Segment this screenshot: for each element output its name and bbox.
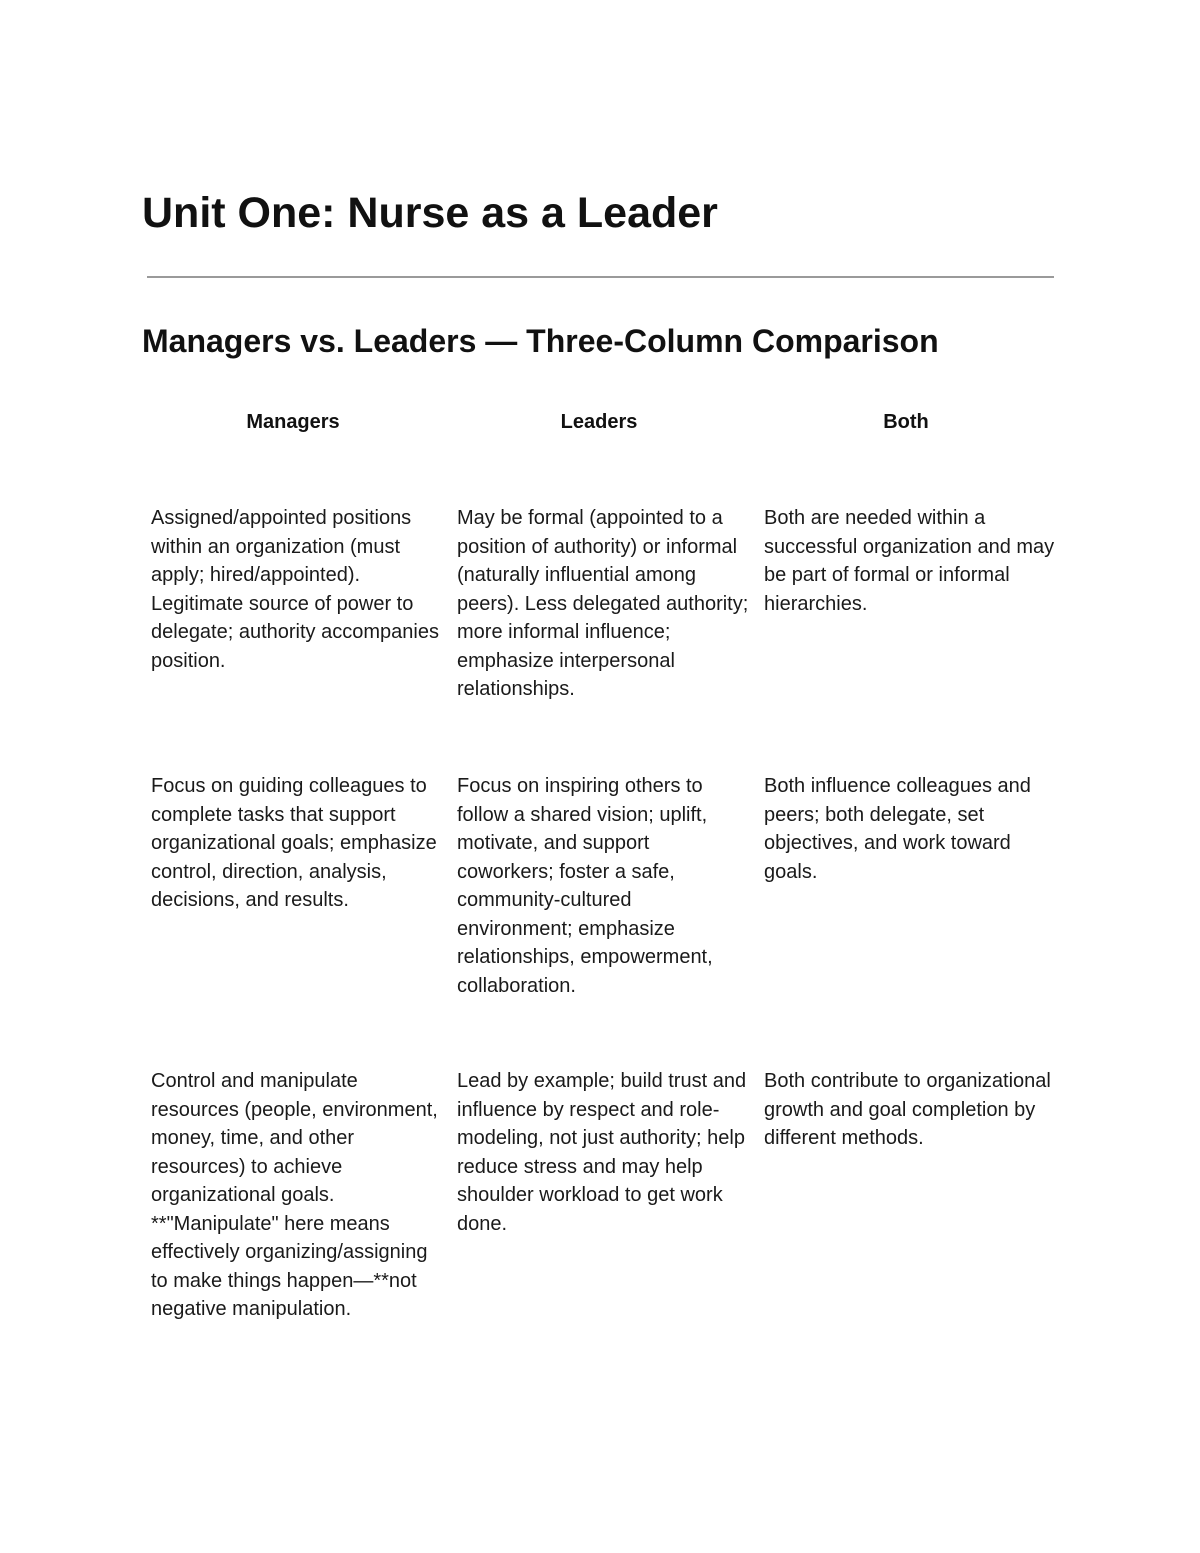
table-cell-both-row1: Both are needed within a successful organization and may be part of formal or informal hierarchies. <box>764 507 1055 615</box>
horizontal-divider <box>147 276 1054 278</box>
column-header-leaders: Leaders <box>560 411 638 433</box>
table-cell-leaders-row2: Focus on inspiring others to follow a shared vision; uplift, motivate, and support coworkers; foster a safe, community-cultured environment; emphasize relationships, empowerment, collaboration. <box>457 775 713 997</box>
table-cell-leaders-row1: May be formal (appointed to a position of authority) or informal (naturally influential among peers). Less delegated authority; more informal influence; emphasize interpersonal relationships. <box>457 507 749 700</box>
column-header-both: Both <box>883 411 929 433</box>
table-cell-leaders-row3: Lead by example; build trust and influence by respect and role-modeling, not just authority; help reduce stress and may help shoulder workload to get work done. <box>457 1070 747 1235</box>
table-cell-managers-row3: Control and manipulate resources (people, environment, money, time, and other resources) to achieve organizational goals. **"Manipulate" here means effectively organizing/assigning to make things happen—**not negative manipulation. <box>151 1070 438 1320</box>
section-heading: Managers vs. Leaders — Three-Column Comparison <box>142 323 939 359</box>
column-header-managers: Managers <box>246 411 340 433</box>
table-cell-both-row3: Both contribute to organizational growth and goal completion by different methods. <box>764 1070 1051 1149</box>
page-title: Unit One: Nurse as a Leader <box>142 189 718 237</box>
table-cell-both-row2: Both influence colleagues and peers; both delegate, set objectives, and work toward goals. <box>764 775 1031 883</box>
table-cell-managers-row2: Focus on guiding colleagues to complete tasks that support organizational goals; emphasize control, direction, analysis, decisions, and results. <box>151 775 437 911</box>
table-cell-managers-row1: Assigned/appointed positions within an organization (must apply; hired/appointed). Legitimate source of power to delegate; authority accompanies position. <box>151 507 439 672</box>
